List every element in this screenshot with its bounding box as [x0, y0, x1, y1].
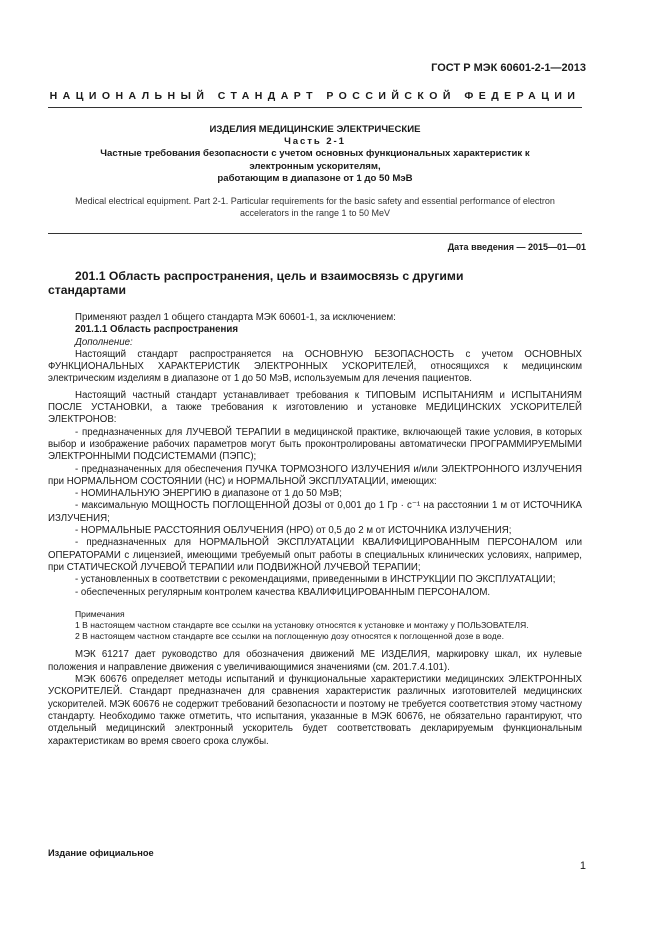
paragraph: МЭК 60676 определяет методы испытаний и функциональные характеристики медицинских ЭЛЕКТРОННЫХ УСКОРИТЕЛЕЙ. Стандарт предназначен для сравнения характеристик различных изготовителей медицинских ускорителей. МЭК 60676 не содержит требований безопасности и поэтому не требуется соответствия этому частному стандарту. Необходимо также отметить, что испытания, указанные в МЭК 60676, не обязательно гарантируют, что отдельный медицинский электронный ускоритель будет соответствовать декларируемым функциональным характеристикам во время своего срока службы. [48, 674, 582, 747]
list-item: - предназначенных для ЛУЧЕВОЙ ТЕРАПИИ в медицинской практике, включающей такие условия, в которых выбор и изображение рабочих параметров могут быть проконтролированы автоматически ПРОГРАММИРУЕМЫМИ ЭЛЕКТРОННЫМИ ПОДСИСТЕМАМИ (ПЭПС); [48, 426, 582, 463]
list-item: - НОМИНАЛЬНУЮ ЭНЕРГИЮ в диапазоне от 1 до 50 МэВ; [75, 488, 342, 500]
section-heading [48, 269, 545, 297]
title-line: ИЗДЕЛИЯ МЕДИЦИНСКИЕ ЭЛЕКТРИЧЕСКИЕ [209, 124, 421, 135]
document-code: ГОСТ Р МЭК 60601-2-1—2013 [431, 62, 586, 74]
top-divider [48, 107, 582, 108]
title-divider [48, 233, 582, 234]
english-title [48, 196, 582, 219]
note: 1 В настоящем частном стандарте все ссылки на установку относятся к установке и монтажу у ПОЛЬЗОВАТЕЛЯ. [75, 620, 529, 631]
official-edition-label: Издание официальное [48, 848, 154, 858]
notes-title: Примечания [75, 608, 125, 619]
list-item: - установленных в соответствии с рекомендациями, приведенными в ИНСТРУКЦИИ ПО ЭКСПЛУАТАЦИИ; [75, 574, 556, 586]
paragraph: Применяют раздел 1 общего стандарта МЭК 60601-1, за исключением: [75, 312, 396, 323]
addition-label: Дополнение: [75, 336, 133, 348]
russian-title [48, 124, 582, 185]
list-item: - НОРМАЛЬНЫЕ РАССТОЯНИЯ ОБЛУЧЕНИЯ (НРО) от 0,5 до 2 м от ИСТОЧНИКА ИЗЛУЧЕНИЯ; [75, 525, 512, 537]
title-part: Часть 2-1 [284, 136, 346, 148]
english-title-line: accelerators in the range 1 to 50 MeV [239, 207, 391, 218]
paragraph: Настоящий частный стандарт устанавливает требования к ТИПОВЫМ ИСПЫТАНИЯМ и ИСПЫТАНИЯМ ПОСЛЕ УСТАНОВКИ, а также требования к изготовлению и установке МЕДИЦИНСКИХ УСКОРИТЕЛЕЙ ЭЛЕКТРОНОВ: [48, 389, 582, 426]
page-number: 1 [579, 860, 586, 872]
title-line: электронным ускорителям, [249, 160, 381, 172]
list-item: - предназначенных для обеспечения ПУЧКА ТОРМОЗНОГО ИЗЛУЧЕНИЯ и/или ЭЛЕКТРОННОГО ИЗЛУЧЕНИЯ при НОРМАЛЬНОМ СОСТОЯНИИ (НС) и НОРМАЛЬНОЙ ЭКСПЛУАТАЦИИ, имеющих: [48, 463, 582, 487]
introduction-date: Дата введения — 2015—01—01 [447, 242, 586, 252]
title-line: работающим в диапазоне от 1 до 50 МэВ [217, 172, 413, 184]
note: 2 В настоящем частном стандарте все ссылки на поглощенную дозу относятся к поглощенной дозе в воде. [75, 631, 504, 642]
list-item: - обеспеченных регулярным контролем качества КВАЛИФИЦИРОВАННЫМ ПЕРСОНАЛОМ. [75, 586, 491, 598]
national-standard-banner: НАЦИОНАЛЬНЫЙ СТАНДАРТ РОССИЙСКОЙ ФЕДЕРАЦИИ [49, 90, 581, 102]
paragraph: МЭК 61217 дает руководство для обозначения движений МЕ ИЗДЕЛИЯ, маркировку шкал, их нулевые положения и направление движения с увеличивающимися значениями (см. 201.7.4.101). [48, 649, 582, 673]
list-item: - предназначенных для НОРМАЛЬНОЙ ЭКСПЛУАТАЦИИ КВАЛИФИЦИРОВАННЫМ ПЕРСОНАЛОМ или ОПЕРАТОРАМИ с лицензией, имеющими требуемый опыт работы в специальных клинических условиях, например, при СТАТИЧЕСКОЙ ЛУЧЕВОЙ ТЕРАПИИ или ПОДВИЖНОЙ ЛУЧЕВОЙ ТЕРАПИИ; [48, 537, 582, 573]
paragraph: Настоящий стандарт распространяется на ОСНОВНУЮ БЕЗОПАСНОСТЬ с учетом ОСНОВНЫХ ФУНКЦИОНАЛЬНЫХ ХАРАКТЕРИСТИК ЭЛЕКТРОННЫХ УСКОРИТЕЛЕЙ, относящихся к медицинским электрическим изделиям в диапазоне от 1 до 50 МэВ, используемым для лечения пациентов. [48, 348, 582, 385]
list-item: - максимальную МОЩНОСТЬ ПОГЛОЩЕННОЙ ДОЗЫ от 0,001 до 1 Гр · с⁻¹ на расстоянии 1 м от ИСТОЧНИКА ИЗЛУЧЕНИЯ; [48, 500, 582, 524]
section-heading-line: стандартами [48, 283, 126, 297]
english-title-line: Medical electrical equipment. Part 2-1. Particular requirements for the basic safety and essential performance of electron [75, 196, 555, 206]
section-heading-line: 201.1 Область распространения, цель и взаимосвязь с другими [75, 269, 464, 283]
subsection-heading: 201.1.1 Область распространения [75, 324, 238, 336]
body-text [48, 312, 582, 748]
title-line: Частные требования безопасности с учетом основных функциональных характеристик к [100, 148, 530, 160]
